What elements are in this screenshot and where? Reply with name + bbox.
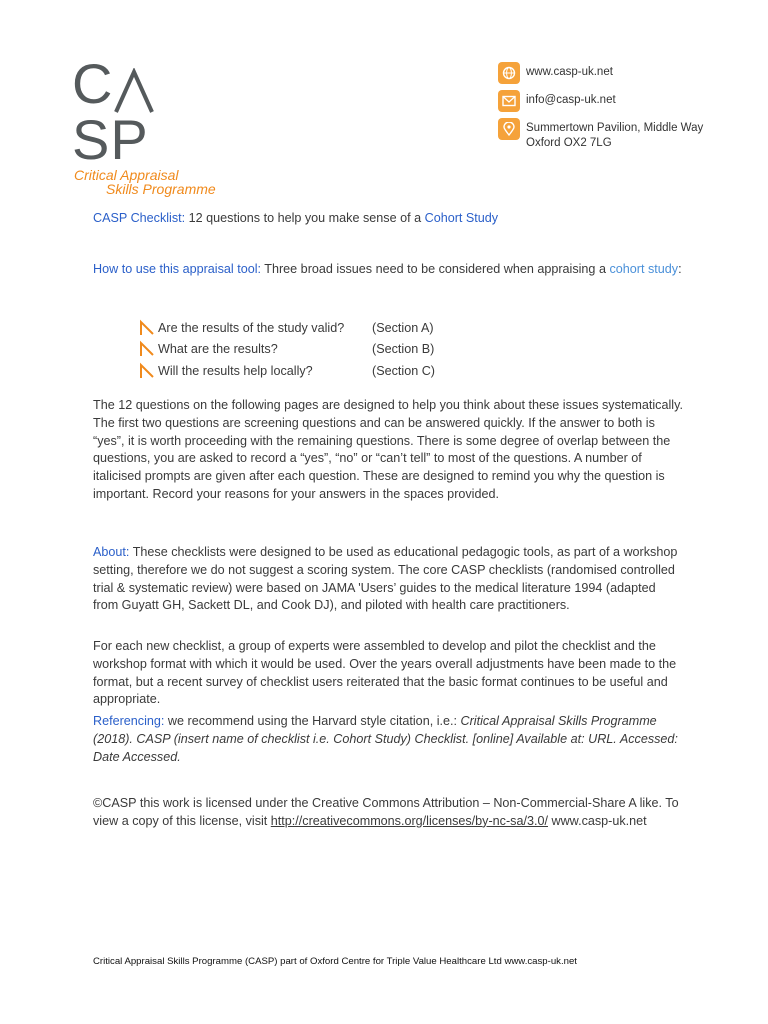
intro-paragraph: The 12 questions on the following pages are designed to help you think about these issues systematically. The first two questions are screening questions and can be answered quickly. If the answer to both is “yes”, it is worth proceeding with the remaining questions. There is some degree of overlap between the questions, you are asked to record a “yes”, “no” or “can’t tell” to most of the questions. A number of italicised prompts are given after each question. These are designed to remind you why the question is important. Record your reasons for your answers in the spaces provided.	[93, 398, 683, 501]
howto-colon: :	[678, 262, 682, 276]
section-question: What are the results?	[158, 342, 278, 357]
section-item	[138, 317, 435, 339]
howto-label: How to use this appraisal tool:	[93, 262, 262, 276]
howto-topic: cohort study	[609, 262, 679, 276]
contact-block	[498, 62, 738, 157]
section-label: (Section B)	[372, 342, 435, 357]
sections-list	[138, 317, 435, 382]
referencing-citation: Critical Appraisal Skills Programme (2018). CASP (insert name of checklist i.e. Cohort Study) Checklist. [online] Available at: URL. Accessed: Date Accessed.	[93, 714, 678, 764]
email-icon	[498, 90, 520, 112]
title-text: 12 questions to help you make sense of a	[185, 211, 425, 225]
section-item	[138, 360, 435, 382]
location-icon	[498, 118, 520, 140]
section-question: Will the results help locally?	[158, 363, 313, 378]
about-text: These checklists were designed to be used as educational pedagogic tools, as part of a workshop setting, therefore we do not suggest a scoring system. The core CASP checklists (randomised controlled trial & systematic review) were based on JAMA 'Users’ guides to the medical literature 1994 (adapted from Guyatt GH, Sackett DL, and Cook DJ), and piloted with health care practitioners.	[93, 545, 678, 613]
foreach-paragraph: For each new checklist, a group of experts were assembled to develop and pilot the checklist and the workshop format with which it would be used. Over the years overall adjustments have been made to the format, but a recent survey of checklist users reiterated that the basic format continues to be useful and appropriate.	[93, 639, 677, 707]
checklist-title	[93, 210, 683, 228]
orange-check-icon	[138, 319, 156, 337]
license-text: ©CASP this work is licensed under the Creative Commons Attribution – Non-Commercial-Share A like. To view a copy of this license, visit	[93, 796, 679, 828]
logo-a-icon	[113, 62, 155, 112]
logo-subtitle	[72, 168, 232, 196]
license-site[interactable]: www.casp-uk.net	[547, 813, 647, 828]
globe-icon	[498, 62, 520, 84]
referencing-label: Referencing:	[93, 714, 165, 728]
how-to-use-paragraph	[93, 261, 683, 279]
section-label: (Section C)	[372, 363, 435, 378]
section-item	[138, 339, 435, 361]
orange-check-icon	[138, 340, 156, 358]
address-text: Summertown Pavilion, Middle Way Oxford OX2 7LG	[526, 122, 704, 149]
section-question: Are the results of the study valid?	[158, 320, 345, 335]
referencing-paragraph	[93, 713, 683, 766]
orange-check-icon	[138, 362, 156, 380]
contact-website	[498, 62, 738, 84]
referencing-text: we recommend using the Harvard style citation, i.e.:	[164, 714, 461, 728]
logo-wordmark	[72, 52, 232, 171]
logo-letter-c: C	[72, 52, 114, 115]
license-paragraph	[93, 795, 683, 831]
logo-subtitle-line2: Skills Programme	[106, 181, 216, 197]
about-label: About:	[93, 545, 130, 559]
logo-letters-sp: SP	[72, 108, 149, 171]
title-topic: Cohort Study	[424, 211, 499, 225]
contact-address	[498, 118, 738, 151]
email-text[interactable]: info@casp-uk.net	[526, 94, 616, 106]
howto-text: Three broad issues need to be considered when appraising a	[261, 262, 610, 276]
contact-email	[498, 90, 738, 112]
website-text[interactable]: www.casp-uk.net	[526, 66, 613, 78]
license-link[interactable]: http://creativecommons.org/licenses/by-nc-sa/3.0/	[270, 813, 548, 828]
casp-logo	[72, 52, 232, 197]
section-label: (Section A)	[372, 320, 434, 335]
logo-subtitle-line1: Critical Appraisal	[74, 167, 179, 183]
about-paragraph	[93, 544, 683, 615]
page-footer: Critical Appraisal Skills Programme (CASP) part of Oxford Centre for Triple Value Healthcare Ltd www.casp-uk.net	[93, 956, 577, 967]
title-label: CASP Checklist:	[93, 211, 186, 225]
